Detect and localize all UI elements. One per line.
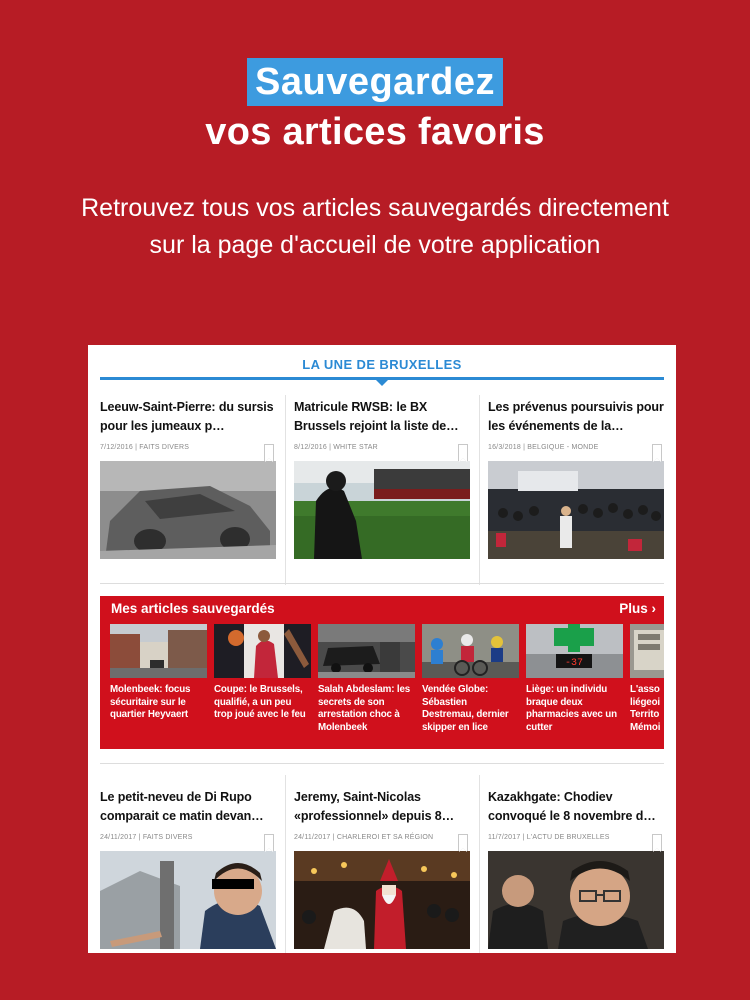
article-title[interactable]: Kazakhgate: Chodiev convoqué le 8 novembre d… — [488, 790, 656, 823]
saved-article-caption: Molenbeek: focus sécuritaire sur le quartier Heyvaert — [110, 684, 191, 720]
bookmark-icon[interactable] — [458, 834, 468, 848]
article-title[interactable]: Jeremy, Saint-Nicolas «professionnel» depuis 8… — [294, 790, 455, 823]
svg-text:-37: -37 — [564, 658, 584, 669]
saved-article-item[interactable] — [110, 624, 207, 722]
article-card[interactable] — [100, 398, 276, 559]
app-screenshot — [88, 345, 676, 953]
hero-heading — [0, 58, 750, 156]
saved-more-link[interactable] — [619, 600, 656, 618]
divider — [285, 395, 286, 585]
article-title[interactable]: Les prévenus poursuivis pour les événements de la… — [488, 400, 664, 433]
article-card[interactable] — [488, 788, 664, 949]
divider — [285, 775, 286, 953]
article-card[interactable] — [100, 788, 276, 949]
saved-article-caption: Vendée Globe: Sébastien Destremau, dernier skipper en lice — [422, 684, 509, 733]
saved-articles-title: Mes articles sauvegardés — [111, 601, 275, 616]
article-image-crowd-hall[interactable] — [488, 461, 664, 559]
article-title[interactable]: Matricule RWSB: le BX Brussels rejoint la liste de… — [294, 400, 459, 433]
saved-articles-panel — [100, 596, 664, 749]
divider — [479, 775, 480, 953]
saved-article-item[interactable] — [630, 624, 664, 734]
saved-article-item[interactable] — [422, 624, 519, 734]
bookmark-icon[interactable] — [458, 444, 468, 458]
article-card[interactable] — [294, 398, 470, 559]
saved-article-item[interactable] — [526, 624, 623, 734]
bookmark-icon[interactable] — [264, 444, 274, 458]
hero-title: vos artices favoris — [205, 111, 545, 153]
article-meta: 7/12/2016 | FAITS DIVERS — [100, 444, 190, 451]
article-meta: 16/3/2018 | BELGIQUE - MONDE — [488, 444, 599, 451]
saved-article-caption: L'asso liégeoi Territo Mémoi — [630, 684, 661, 733]
section-header — [100, 355, 664, 381]
saved-image-street-buildings — [110, 624, 207, 678]
saved-image-police-car — [318, 624, 415, 678]
bookmark-icon[interactable] — [652, 834, 662, 848]
saved-image-basketball — [214, 624, 311, 678]
article-title[interactable]: Le petit-neveu de Di Rupo comparait ce matin devan… — [100, 790, 264, 823]
article-meta: 11/7/2017 | L'ACTU DE BRUXELLES — [488, 834, 610, 841]
row-divider — [100, 583, 664, 584]
article-title[interactable]: Leeuw-Saint-Pierre: du sursis pour les jumeaux p… — [100, 400, 274, 433]
article-image-man-glasses[interactable] — [488, 851, 664, 949]
article-meta: 24/11/2017 | FAITS DIVERS — [100, 834, 193, 841]
saved-more-label: Plus — [619, 601, 648, 616]
section-title: LA UNE DE BRUXELLES — [302, 357, 462, 372]
article-meta: 24/11/2017 | CHARLEROI ET SA RÉGION — [294, 834, 434, 841]
bookmark-icon[interactable] — [264, 834, 274, 848]
saved-article-caption: Liège: un individu braque deux pharmacies avec un cutter — [526, 684, 617, 733]
row-divider — [100, 763, 664, 764]
hero-subtitle: Retrouvez tous vos articles sauvegardés directement sur la page d'accueil de votre application — [81, 194, 669, 259]
saved-image-cyclists — [422, 624, 519, 678]
saved-articles-carousel[interactable] — [110, 624, 664, 744]
hero-title-highlight: Sauvegardez — [247, 58, 503, 106]
article-image-saint-nicolas[interactable] — [294, 851, 470, 949]
article-image-burnt-car[interactable] — [100, 461, 276, 559]
saved-image-pharmacy-sign — [526, 624, 623, 678]
article-meta: 8/12/2016 | WHITE STAR — [294, 444, 378, 451]
saved-article-item[interactable] — [214, 624, 311, 722]
bookmark-icon[interactable] — [652, 444, 662, 458]
saved-image-shop-window — [630, 624, 664, 678]
saved-article-caption: Coupe: le Brussels, qualifié, a un peu trop joué avec le feu — [214, 684, 306, 720]
divider — [479, 395, 480, 585]
saved-article-item[interactable] — [318, 624, 415, 734]
article-image-young-man[interactable] — [100, 851, 276, 949]
saved-article-caption: Salah Abdeslam: les secrets de son arrestation choc à Molenbeek — [318, 684, 411, 733]
article-card[interactable] — [488, 398, 664, 559]
article-card[interactable] — [294, 788, 470, 949]
article-image-football-stadium[interactable] — [294, 461, 470, 559]
chevron-right-icon: › — [651, 601, 656, 616]
caret-down-icon — [376, 380, 388, 386]
